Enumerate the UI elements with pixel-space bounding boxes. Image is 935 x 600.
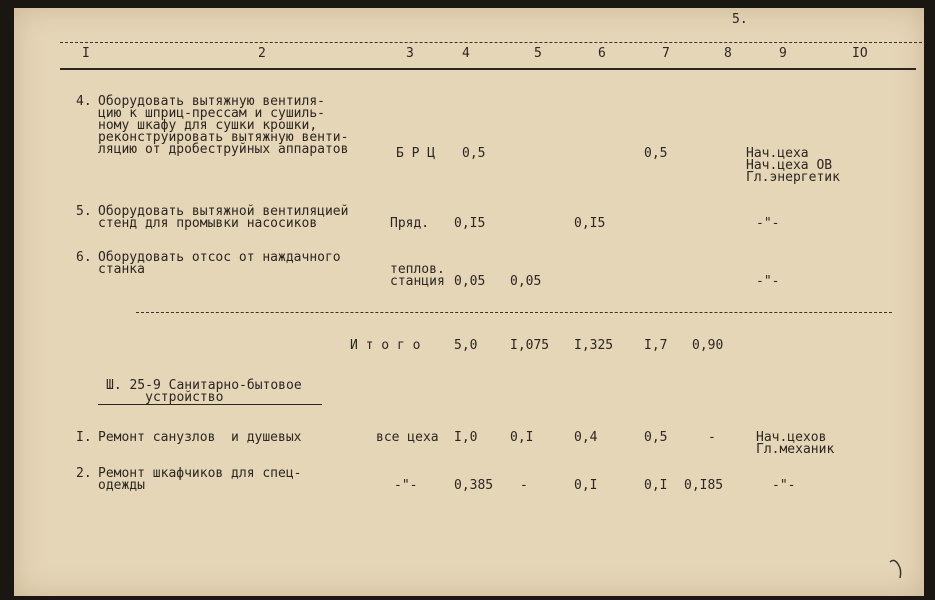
total-label: И т о г о — [350, 338, 421, 353]
row-description: Ремонт шкафчиков для спец- одежды — [98, 466, 302, 493]
row-col4: I,0 — [454, 430, 478, 445]
row-number: 6. — [76, 250, 92, 265]
row-number: 5. — [76, 204, 92, 219]
row-col6: 0,I — [574, 478, 598, 493]
row-unit: -"- — [394, 478, 418, 493]
col-header-7: 7 — [662, 46, 670, 61]
row-unit: теплов. станция — [390, 262, 445, 289]
col-header-3: 3 — [406, 46, 414, 61]
row-responsible: -"- — [772, 478, 796, 493]
row-col7: 0,I — [644, 478, 668, 493]
total-col5: I,075 — [510, 338, 550, 353]
row-responsible: -"- — [756, 274, 780, 289]
col-header-10: IO — [852, 46, 868, 61]
col-header-8: 8 — [724, 46, 732, 61]
document-page — [14, 8, 924, 596]
row-col7: 0,5 — [644, 146, 668, 161]
col-header-9: 9 — [779, 46, 787, 61]
row-col5: - — [520, 478, 528, 493]
row-number: I. — [76, 430, 92, 445]
col-header-4: 4 — [462, 46, 470, 61]
total-col8: 0,90 — [692, 338, 724, 353]
row-description: Оборудовать отсос от наждачного станка — [98, 250, 341, 277]
row-description: Оборудовать вытяжную вентиля- цию к шприц-прессам и сушиль- ному шкафу для сушки крошки, реконструировать вытяжную венти- ляцию от дробеструйных аппаратов — [98, 94, 349, 157]
row-col8: 0,I85 — [684, 478, 724, 493]
total-col6: I,325 — [574, 338, 614, 353]
page-number: 5. — [732, 12, 748, 27]
row-number: 2. — [76, 466, 92, 481]
row-col4: 0,5 — [462, 146, 486, 161]
total-dashed-line — [136, 312, 892, 313]
total-col4: 5,0 — [454, 338, 478, 353]
row-description: Оборудовать вытяжной вентиляцией стенд для промывки насосиков — [98, 204, 349, 231]
row-responsible: Нач.цеха Нач.цеха ОВ Гл.энергетик — [746, 146, 840, 185]
row-col8: - — [708, 430, 716, 445]
row-unit: Б Р Ц — [396, 146, 436, 161]
row-col6: 0,4 — [574, 430, 598, 445]
col-header-2: 2 — [258, 46, 266, 61]
row-responsible: Нач.цехов Гл.механик — [756, 430, 835, 457]
row-number: 4. — [76, 94, 92, 109]
total-col7: I,7 — [644, 338, 668, 353]
row-col4: 0,05 — [454, 274, 486, 289]
row-unit: все цеха — [376, 430, 439, 445]
section-underline — [98, 404, 322, 405]
section-title: Ш. 25-9 Санитарно-бытовое устройство — [106, 378, 302, 405]
col-header-5: 5 — [534, 46, 542, 61]
row-col4: 0,385 — [454, 478, 494, 493]
row-col4: 0,I5 — [454, 216, 486, 231]
handwritten-mark-icon — [886, 556, 910, 582]
row-unit: Пряд. — [390, 216, 430, 231]
header-dashed-line — [60, 42, 922, 43]
row-responsible: -"- — [756, 216, 780, 231]
col-header-1: I — [82, 46, 90, 61]
row-col5: 0,05 — [510, 274, 542, 289]
row-col6: 0,I5 — [574, 216, 606, 231]
header-rule — [60, 68, 916, 70]
row-col5: 0,I — [510, 430, 534, 445]
row-description: Ремонт санузлов и душевых — [98, 430, 302, 445]
col-header-6: 6 — [598, 46, 606, 61]
row-col7: 0,5 — [644, 430, 668, 445]
